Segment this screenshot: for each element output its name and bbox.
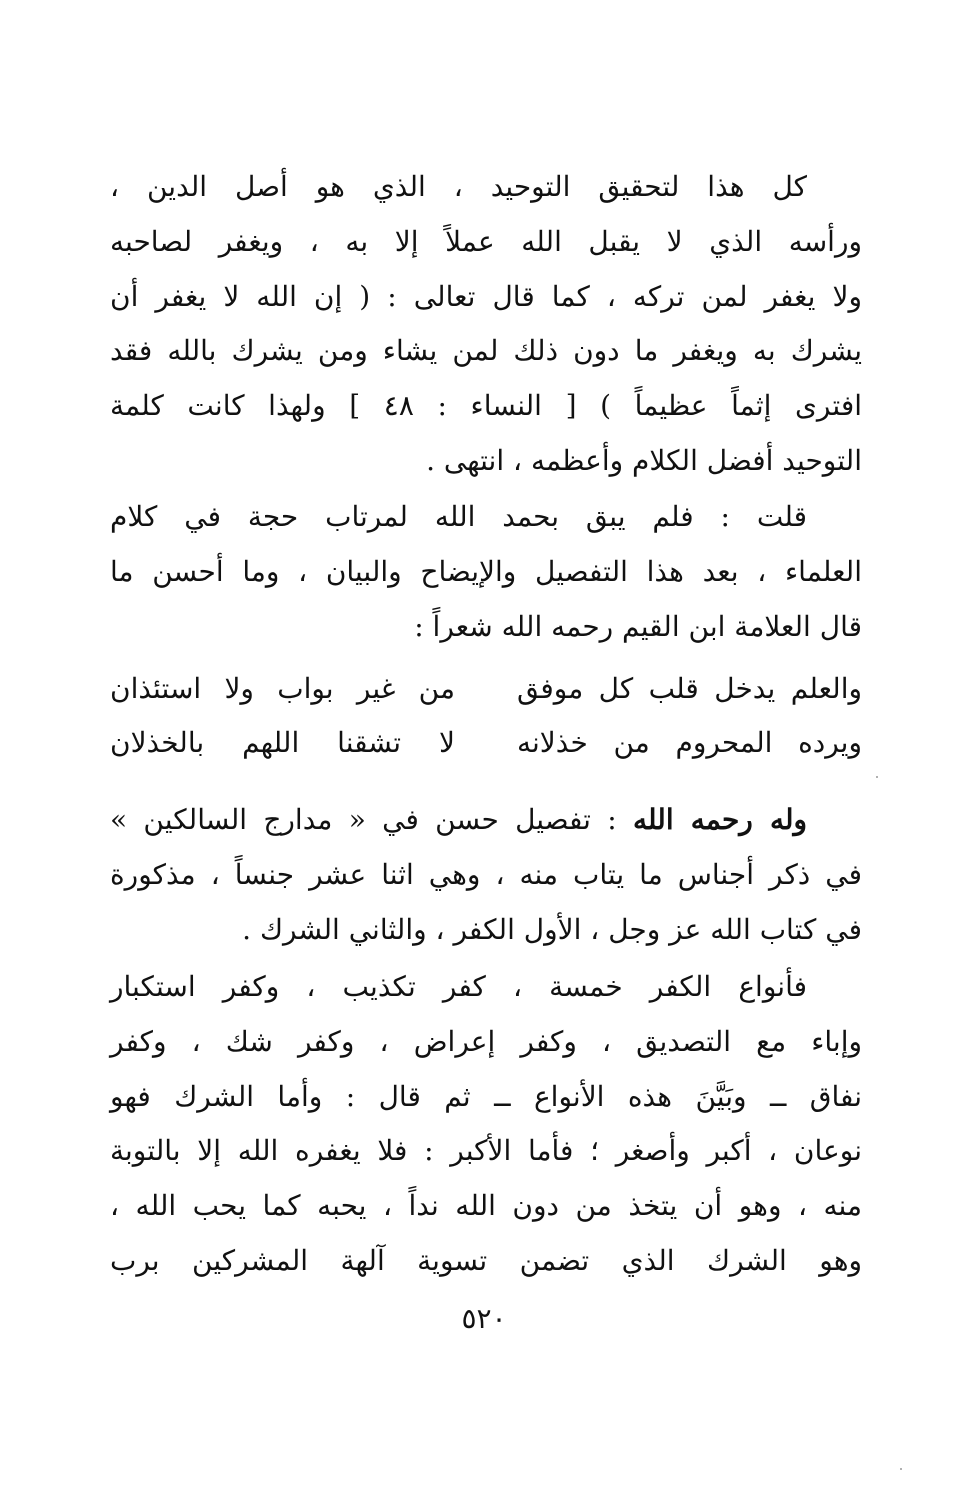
text-line: قال العلامة ابن القيم رحمه الله شعراً : <box>414 609 862 643</box>
text-run: : تفصيل حسن في « مدارج السالكين » <box>110 803 634 836</box>
scan-speck <box>900 1468 902 1470</box>
text-line: نوعان ، أكبر وأصغر ؛ فأما الأكبر : فلا يغفره الله إلا بالتوبة <box>110 1134 862 1168</box>
text-line: قلت : فلم يبق بحمد الله لمرتاب حجة في كلام <box>110 500 807 533</box>
page-number: ٥٢٠ <box>461 1302 507 1335</box>
text-line: في ذكر أجناس ما يتاب منه ، وهي اثنا عشر جنساً ، مذكورة <box>110 857 862 891</box>
text-line: افترى إثماً عظيماً ) [ النساء : ٤٨ ] ولهذا كانت كلمة <box>110 389 862 423</box>
text-line: وهو الشرك الذي تضمن تسوية آلهة المشركين برب <box>110 1243 862 1277</box>
text-line: يشرك به ويغفر ما دون ذلك لمن يشاء ومن يشرك بالله فقد <box>110 334 862 368</box>
text-line: كل هذا لتحقيق التوحيد ، الذي هو أصل الدين ، <box>110 170 807 203</box>
paragraph-qultu <box>110 490 862 654</box>
verse-first-hemistich: ويرده المحروم من خذلانه <box>517 726 862 759</box>
poem-verse <box>110 662 862 716</box>
verse-first-hemistich: والعلم يدخل قلب كل موفق <box>517 672 862 705</box>
paragraph-tawhid <box>110 160 862 489</box>
text-line: منه ، وهو أن يتخذ من دون الله نداً ، يحبه كما يحب الله ، <box>110 1189 862 1223</box>
verse-second-hemistich: من غير بواب ولا استئذان <box>110 672 455 705</box>
text-line: وإباء مع التصديق ، وكفر إعراض ، وكفر شك ، وكفر <box>110 1024 862 1058</box>
paragraph-kufr-types <box>110 960 862 1289</box>
text-line: فأنواع الكفر خمسة ، كفر تكذيب ، وكفر استكبار <box>110 970 807 1003</box>
text-line: العلماء ، بعد هذا التفصيل والإيضاح والبيان ، وما أحسن ما <box>110 554 862 588</box>
text-line: التوحيد أفضل الكلام وأعظمه ، انتهى . <box>426 443 862 477</box>
text-line <box>110 793 862 848</box>
poem-verse <box>110 716 862 770</box>
verse-second-hemistich: لا تشقنا اللهم بالخذلان <box>110 726 455 759</box>
paragraph-madarij <box>110 793 862 957</box>
bold-lead: وله رحمه الله <box>633 803 808 836</box>
scan-speck <box>876 776 878 778</box>
text-line: ولا يغفر لمن تركه ، كما قال تعالى : ( إن الله لا يغفر أن <box>110 279 862 313</box>
text-line: ورأسه الذي لا يقبل الله عملاً إلا به ، ويغفر لصاحبه <box>110 224 862 258</box>
text-line: في كتاب الله عز وجل ، الأول الكفر ، والثاني الشرك . <box>242 912 862 946</box>
text-line: نفاق ــ وبَيَّنَ هذه الأنواع ــ ثم قال : وأما الشرك فهو <box>110 1079 862 1113</box>
